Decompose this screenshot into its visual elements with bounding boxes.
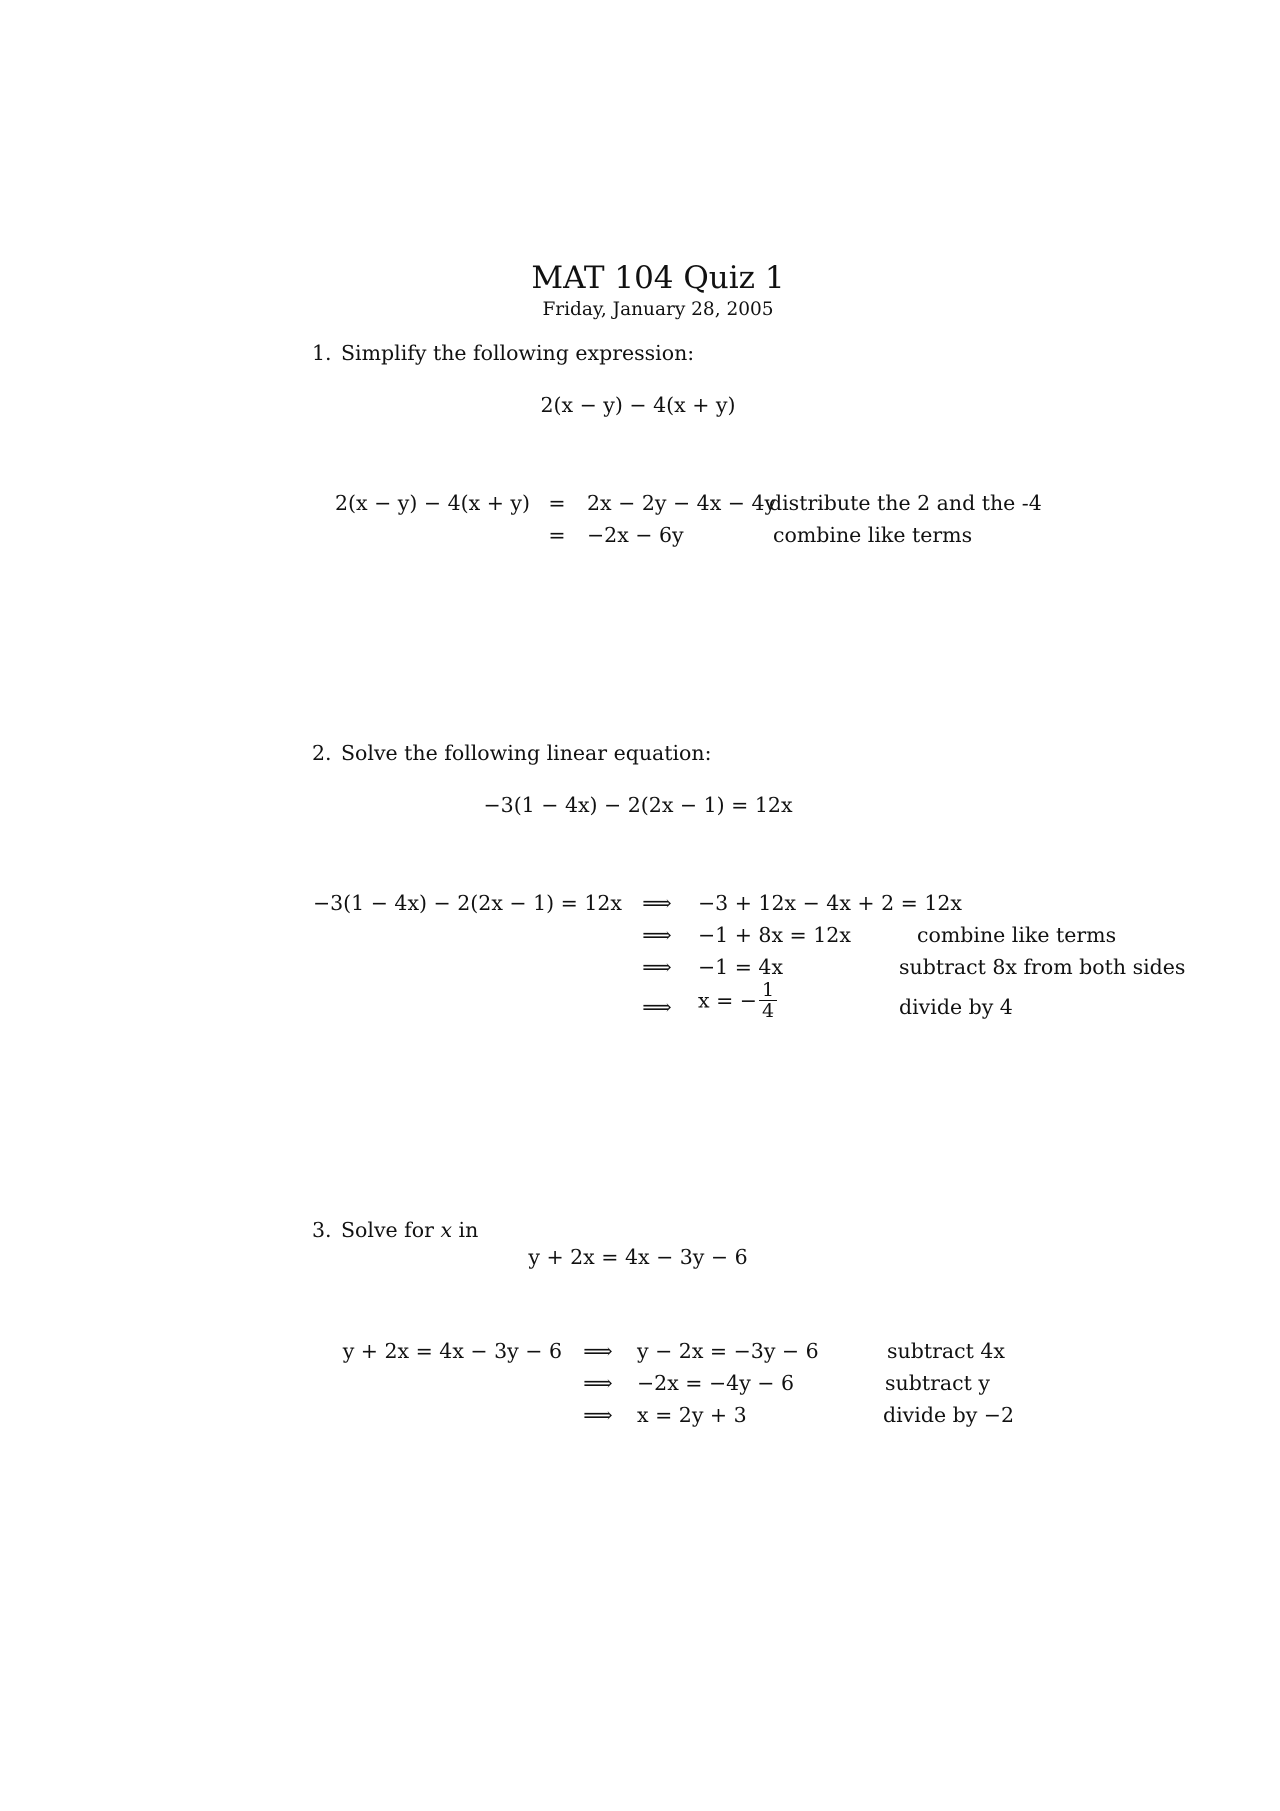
q3-step-2-rel: ⟹: [583, 1371, 613, 1395]
q1-step-1-comment: distribute the 2 and the -4: [769, 491, 1042, 515]
q3-step-1-comment: subtract 4x: [887, 1339, 1005, 1363]
q1-step-2-rhs: −2x − 6y: [587, 523, 684, 547]
q2-step-4-rhs-prefix: x = −: [698, 988, 757, 1013]
q1-step-2-rel: =: [548, 523, 566, 547]
q1-step-1-rel: =: [548, 491, 566, 515]
fraction-numerator: 1: [761, 979, 775, 1001]
question-3-number: 3.: [312, 1218, 332, 1242]
page-title: MAT 104 Quiz 1: [531, 260, 785, 296]
question-2-expression: −3(1 − 4x) − 2(2x − 1) = 12x: [483, 793, 793, 817]
q1-step-1-lhs: 2(x − y) − 4(x + y): [335, 491, 530, 515]
q1-step-1-rhs: 2x − 2y − 4x − 4y: [587, 491, 777, 515]
question-2-number: 2.: [312, 741, 332, 765]
q2-step-4-rhs: [698, 980, 777, 1021]
question-3-expression: y + 2x = 4x − 3y − 6: [528, 1245, 748, 1269]
q1-step-2-comment: combine like terms: [773, 523, 973, 547]
q3-step-2-rhs: −2x = −4y − 6: [637, 1371, 795, 1395]
question-3-prompt: [341, 1218, 478, 1242]
q3-step-3-comment: divide by −2: [883, 1403, 1015, 1427]
q3-step-1-rhs: y − 2x = −3y − 6: [637, 1339, 819, 1363]
q3-step-1-lhs: y + 2x = 4x − 3y − 6: [342, 1339, 562, 1363]
question-1-prompt: Simplify the following expression:: [341, 341, 695, 365]
fraction: [759, 980, 777, 1021]
q3-step-2-comment: subtract y: [885, 1371, 990, 1395]
question-1-expression: 2(x − y) − 4(x + y): [540, 393, 736, 417]
q2-step-3-rhs: −1 = 4x: [698, 955, 784, 979]
question-3-prompt-suffix: in: [458, 1218, 479, 1242]
q2-step-1-rel: ⟹: [642, 891, 672, 915]
q2-step-3-rel: ⟹: [642, 955, 672, 979]
q3-step-1-rel: ⟹: [583, 1339, 613, 1363]
q2-step-2-rel: ⟹: [642, 923, 672, 947]
q2-step-4-rel: ⟹: [642, 995, 672, 1019]
q2-step-2-rhs: −1 + 8x = 12x: [698, 923, 851, 947]
question-1-number: 1.: [312, 341, 332, 365]
q2-step-1-lhs: −3(1 − 4x) − 2(2x − 1) = 12x: [312, 891, 622, 915]
fraction-denominator: 4: [759, 1000, 777, 1021]
q2-step-1-rhs: −3 + 12x − 4x + 2 = 12x: [698, 891, 962, 915]
question-2-prompt: Solve the following linear equation:: [341, 741, 712, 765]
q3-step-3-rhs: x = 2y + 3: [637, 1403, 747, 1427]
q2-step-3-comment: subtract 8x from both sides: [899, 955, 1186, 979]
q3-step-3-rel: ⟹: [583, 1403, 613, 1427]
quiz-date: Friday, January 28, 2005: [542, 299, 774, 320]
q2-step-2-comment: combine like terms: [917, 923, 1117, 947]
q2-step-4-comment: divide by 4: [899, 995, 1013, 1019]
question-3-prompt-variable: x: [440, 1218, 452, 1242]
question-3-prompt-prefix: Solve for: [341, 1218, 434, 1242]
